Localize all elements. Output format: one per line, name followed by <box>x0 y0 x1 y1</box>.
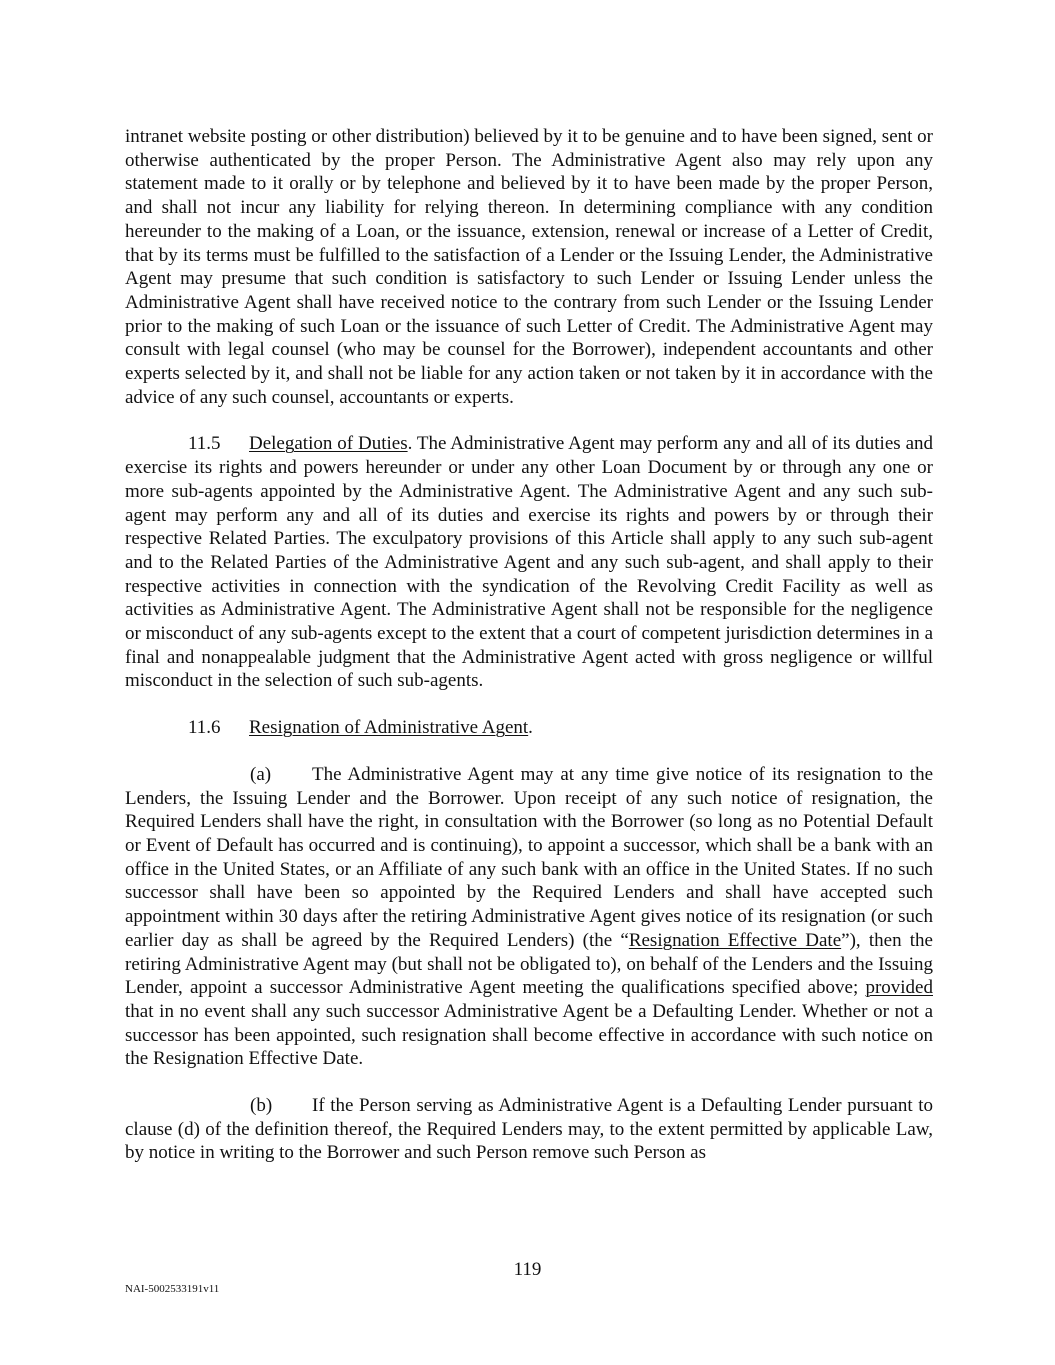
section-heading: Resignation of Administrative Agent <box>249 717 529 739</box>
proviso-term: provided <box>865 977 933 999</box>
document-id: NAI-5002533191v11 <box>125 1283 220 1295</box>
defined-term: Resignation Effective Date <box>628 929 842 951</box>
clause-text: ”), then the retiring Administrative Agent may (but shall not be obligated to), on behalf of the Lenders and the Issuing Lender, appoint a successor Administrative Agent meeting the qualifications specified above; <box>125 929 933 999</box>
clause-label: (b) <box>250 1095 273 1117</box>
clause-text: If the Person serving as Administrative Agent is a Defaulting Lender pursuant to clause (d) of the definition thereof, the Required Lenders may, to the extent permitted by applicable Law, by notice in writing to the Borrower and such Person remove such Person as <box>125 1095 933 1164</box>
clause-text: that in no event shall any such successor Administrative Agent be a Defaulting Lender. Whether or not a successor has been appointed, such resignation shall become effective in accordance with such notice on the Resignation Effective Date. <box>125 1000 933 1070</box>
section-body: The Administrative Agent may perform any and all of its duties and exercise its rights and powers hereunder or under any other Loan Document by or through any one or more sub-agents appointed by the Administrative Agent. The Administrative Agent and any such sub-agent may perform any and all of its duties and exercise its rights and powers by or through their respective Related Parties. The exculpatory provisions of this Article shall apply to any such sub-agent and to the Related Parties of the Administrative Agent and any such sub-agent, and shall apply to their respective activities in connection with the syndication of the Revolving Credit Facility as well as activities as Administrative Agent. The Administrative Agent shall not be responsible for the negligence or misconduct of any sub-agents except to the extent that a court of competent jurisdiction determines in a final and nonappealable judgment that the Administrative Agent acted with gross negligence or willful misconduct in the selection of such sub-agents. <box>125 433 933 692</box>
section-11-6-heading <box>125 716 933 740</box>
document-body <box>125 125 933 1165</box>
section-number: 11.6 <box>188 717 221 739</box>
section-heading: Delegation of Duties <box>249 433 408 455</box>
clause-label: (a) <box>250 763 272 785</box>
clause-text: The Administrative Agent may at any time give notice of its resignation to the Lenders, the Issuing Lender and the Borrower. Upon receipt of any such notice of resignation, the Required Lenders shall have the right, in consultation with the Borrower (so long as no Potential Default or Event of Default has occurred and is continuing), to appoint a successor, which shall be a bank with an office in the United States, or an Affiliate of any such bank with an office in the United States. If no such successor shall have been so appointed by the Required Lenders and shall have accepted such appointment within 30 days after the retiring Administrative Agent gives notice of its resignation (or such earlier day as shall be agreed by the Required Lenders) (the “ <box>125 763 933 951</box>
continuation-paragraph: intranet website posting or other distribution) believed by it to be genuine and to have been signed, sent or otherwise authenticated by the proper Person. The Administrative Agent also may rely upon any statement made to it orally or by telephone and believed by it to have been made by the proper Person, and shall not incur any liability for relying thereon. In determining compliance with any condition hereunder to the making of a Loan, or the issuance, extension, renewal or increase of a Letter of Credit, that by its terms must be fulfilled to the satisfaction of a Lender or the Issuing Lender, the Administrative Agent may presume that such condition is satisfactory to such Lender or Issuing Lender unless the Administrative Agent shall have received notice to the contrary from such Lender or the Issuing Lender prior to the making of such Loan or the issuance of such Letter of Credit. The Administrative Agent may consult with legal counsel (who may be counsel for the Borrower), independent accountants and other experts selected by it, and shall not be liable for any action taken or not taken by it in accordance with the advice of any such counsel, accountants or experts. <box>125 126 933 408</box>
section-11-5 <box>125 432 933 693</box>
clause-a <box>125 763 933 1071</box>
clause-b <box>125 1094 933 1165</box>
heading-period: . <box>528 717 533 739</box>
heading-period: . <box>407 433 413 455</box>
page-number: 119 <box>513 1259 542 1280</box>
section-number: 11.5 <box>188 433 221 455</box>
